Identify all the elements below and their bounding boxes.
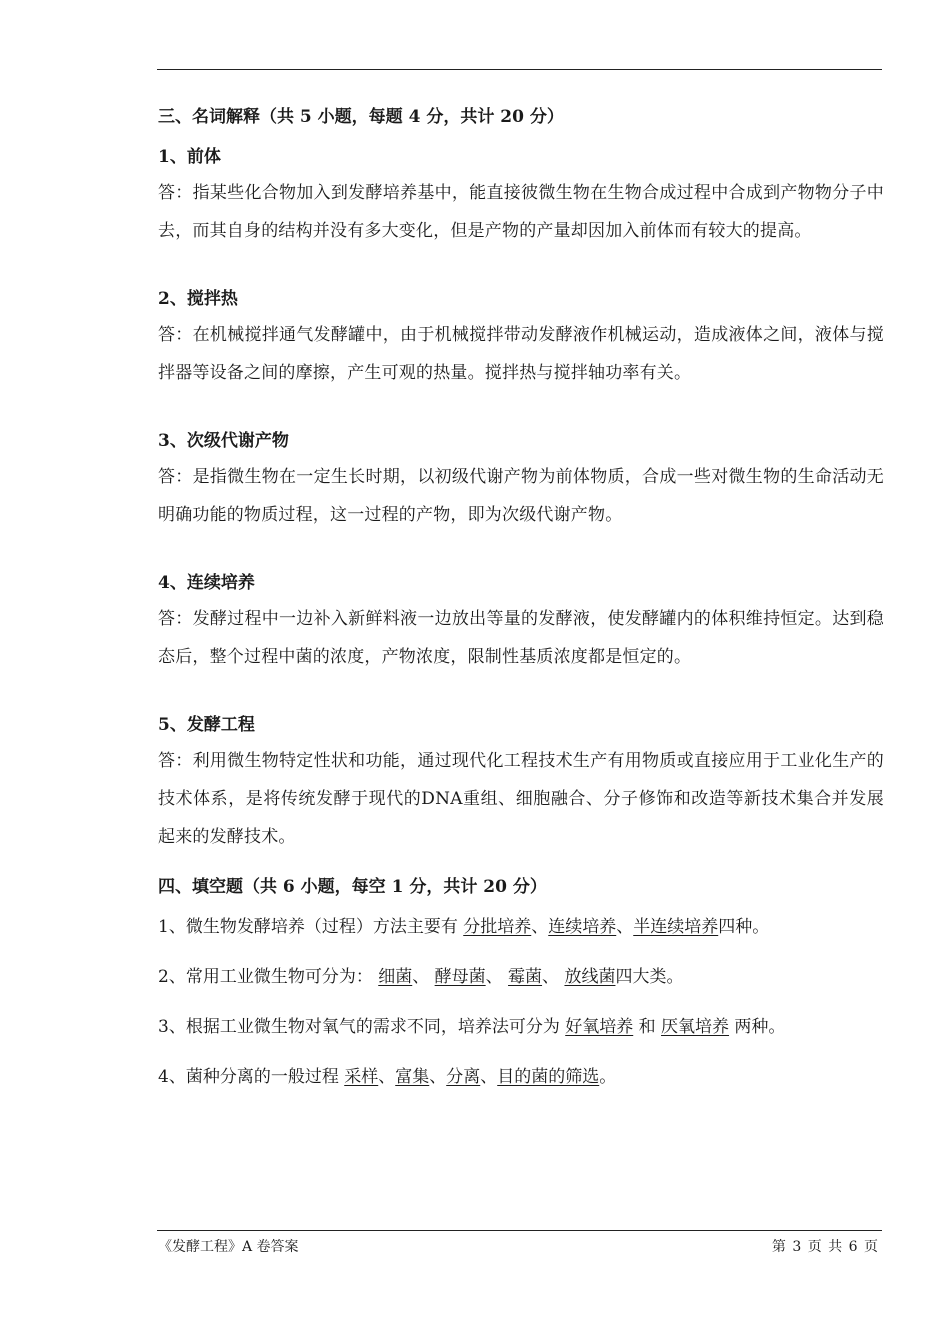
question-suffix: 。 [599, 1067, 617, 1087]
separator: 和 [633, 1017, 662, 1037]
question-suffix: 两种。 [729, 1017, 786, 1037]
separator: 、 [412, 967, 435, 987]
answer-blank: 放线菌 [564, 967, 616, 987]
question-text: 3、根据工业微生物对氧气的需求不同，培养法可分为 [158, 1017, 566, 1037]
answer-blank: 酵母菌 [434, 967, 486, 987]
term-answer: 答：指某些化合物加入到发酵培养基中，能直接彼微生物在生物合成过程中合成到产物物分子中去，而其自身的结构并没有多大变化，但是产物的产量却因加入前体而有较大的提高。 [158, 183, 884, 241]
footer-page-number: 第 3 页 共 6 页 [771, 1239, 878, 1255]
term-answer: 答：利用微生物特定性状和功能，通过现代化工程技术生产有用物质或直接应用于工业化生产的技术体系，是将传统发酵于现代的DNA重组、细胞融合、分子修饰和改造等新技术集合并发展起来的发酵技术。 [158, 751, 884, 847]
term-item-1 [158, 144, 884, 250]
term-item-3 [158, 428, 884, 534]
page-content [158, 104, 884, 1114]
header-rule [157, 69, 882, 70]
answer-blank: 富集 [395, 1067, 430, 1087]
fill-question-3 [158, 1014, 884, 1040]
answer-blank: 分离 [446, 1067, 481, 1087]
fill-question-1 [158, 914, 884, 940]
question-text: 4、菌种分离的一般过程 [158, 1067, 345, 1087]
term-title: 1、前体 [158, 147, 221, 167]
answer-blank: 厌氧培养 [661, 1017, 730, 1037]
question-suffix: 四种。 [718, 917, 770, 937]
footer-exam-title: 《发酵工程》A 卷答案 [158, 1239, 299, 1255]
term-item-2 [158, 286, 884, 392]
separator: 、 [480, 1067, 498, 1087]
fill-question-2 [158, 964, 884, 990]
answer-blank: 分批培养 [463, 917, 532, 937]
term-title: 2、搅拌热 [158, 289, 238, 309]
separator: 、 [616, 917, 634, 937]
fill-question-4 [158, 1064, 884, 1090]
term-answer: 答：发酵过程中一边补入新鲜料液一边放出等量的发酵液，使发酵罐内的体积维持恒定。达到稳态后，整个过程中菌的浓度，产物浓度，限制性基质浓度都是恒定的。 [158, 609, 884, 667]
term-item-4 [158, 570, 884, 676]
term-title: 4、连续培养 [158, 573, 255, 593]
term-item-5 [158, 712, 884, 856]
term-answer: 答：在机械搅拌通气发酵罐中，由于机械搅拌带动发酵液作机械运动，造成液体之间，液体与搅拌器等设备之间的摩擦，产生可观的热量。搅拌热与搅拌轴功率有关。 [158, 325, 884, 383]
separator: 、 [531, 917, 549, 937]
answer-blank: 好氧培养 [565, 1017, 634, 1037]
question-suffix: 四大类。 [615, 967, 684, 987]
separator: 、 [429, 1067, 447, 1087]
section3-heading: 三、名词解释（共 5 小题，每题 4 分，共计 20 分） [158, 107, 564, 127]
answer-blank: 细菌 [378, 967, 413, 987]
separator: 、 [542, 967, 565, 987]
separator: 、 [485, 967, 509, 987]
question-text: 2、常用工业微生物可分为： [158, 967, 379, 987]
term-title: 3、次级代谢产物 [158, 431, 289, 451]
term-answer: 答：是指微生物在一定生长时期，以初级代谢产物为前体物质，合成一些对微生物的生命活动无明确功能的物质过程，这一过程的产物，即为次级代谢产物。 [158, 467, 884, 525]
answer-blank: 连续培养 [548, 917, 617, 937]
term-title: 5、发酵工程 [158, 715, 255, 735]
answer-blank: 采样 [344, 1067, 379, 1087]
answer-blank: 半连续培养 [633, 917, 719, 937]
footer-rule [157, 1230, 882, 1231]
question-text: 1、微生物发酵培养（过程）方法主要有 [158, 917, 464, 937]
section4-heading: 四、填空题（共 6 小题，每空 1 分，共计 20 分） [158, 877, 547, 897]
separator: 、 [378, 1067, 396, 1087]
answer-blank: 霉菌 [508, 967, 543, 987]
answer-blank: 目的菌的筛选 [497, 1067, 600, 1087]
